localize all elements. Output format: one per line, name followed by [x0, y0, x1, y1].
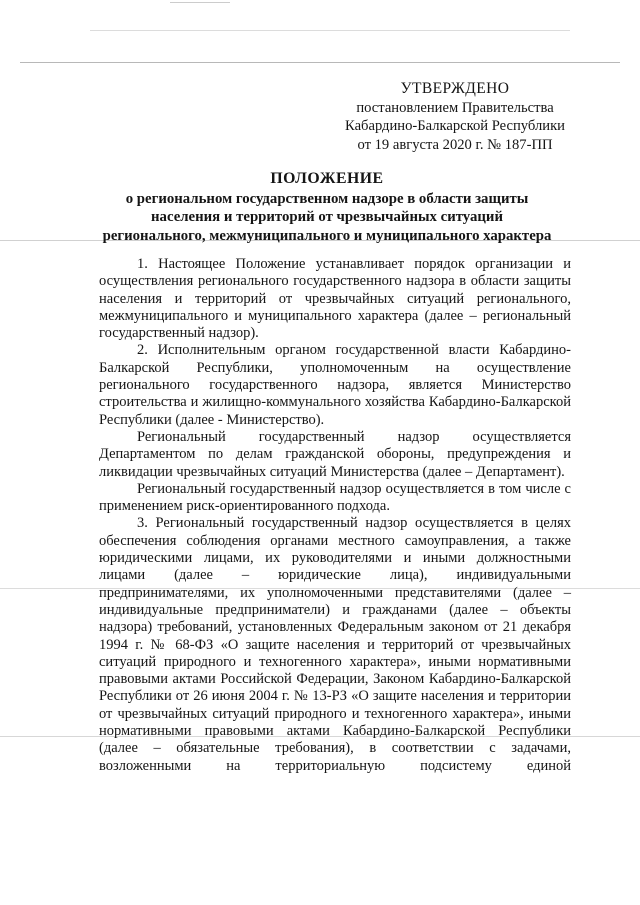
paragraph-1: 1. Настоящее Положение устанавливает порядок организации и осуществления регионального государственного надзора в области защиты населения и территорий от чрезвычайных ситуаций регионального, межмуниципального и муниципального характера (далее – региональный государственный надзор). — [99, 256, 571, 342]
paragraph-4: Региональный государственный надзор осуществляется в том числе с применением риск-ориентированного подхода. — [99, 480, 571, 515]
approval-line: от 19 августа 2020 г. № 187-ПП — [357, 136, 553, 153]
approval-line: Кабардино-Балкарской Республики — [345, 118, 565, 134]
document-title: ПОЛОЖЕНИЕ — [270, 170, 384, 187]
heading-line: регионального, межмуниципального и муниципального характера — [102, 227, 552, 244]
approval-title: УТВЕРЖДЕНО — [400, 80, 510, 97]
scan-artifact-line — [90, 30, 570, 31]
document-body — [99, 256, 571, 775]
scan-artifact-line — [20, 62, 620, 63]
document-heading — [92, 170, 562, 245]
scan-artifact-line — [170, 2, 230, 3]
paragraph-3: Региональный государственный надзор осуществляется Департаментом по делам гражданской обороны, предупреждения и ликвидации чрезвычайных ситуаций Министерства (далее – Департамент). — [99, 428, 571, 480]
heading-line: населения и территорий от чрезвычайных ситуаций — [151, 209, 503, 226]
approval-line: постановлением Правительства — [356, 99, 554, 116]
paragraph-5: 3. Региональный государственный надзор осуществляется в целях обеспечения соблюдения органами местного самоуправления, а также юридическими лицами, их руководителями и иными должностными лицами (далее – юридические лица), индивидуальными предпринимателями, их уполномоченными представителями (далее – индивидуальные предприниматели) и гражданами (далее – объекты надзора) требований, установленных Федеральным законом от 21 декабря 1994 г. № 68-ФЗ «О защите населения и территорий от чрезвычайных ситуаций природного и техногенного характера», иными нормативными правовыми актами Российской Федерации, Законом Кабардино-Балкарской Республики от 26 июня 2004 г. № 13-РЗ «О защите населения и территории от чрезвычайных ситуаций природного и техногенного характера», иными нормативными правовыми актами Кабардино-Балкарской Республики (далее – обязательные требования), в соответствии с задачами, возложенными на территориальную подсистему единой — [99, 515, 571, 774]
heading-line: о региональном государственном надзоре в области защиты — [125, 190, 529, 207]
approval-block — [330, 80, 580, 154]
paragraph-2: 2. Исполнительным органом государственной власти Кабардино-Балкарской Республики, уполномоченным на осуществление регионального государственного надзора, является Министерство строительства и жилищно-коммунального хозяйства Кабардино-Балкарской Республики (далее - Министерство). — [99, 342, 571, 428]
